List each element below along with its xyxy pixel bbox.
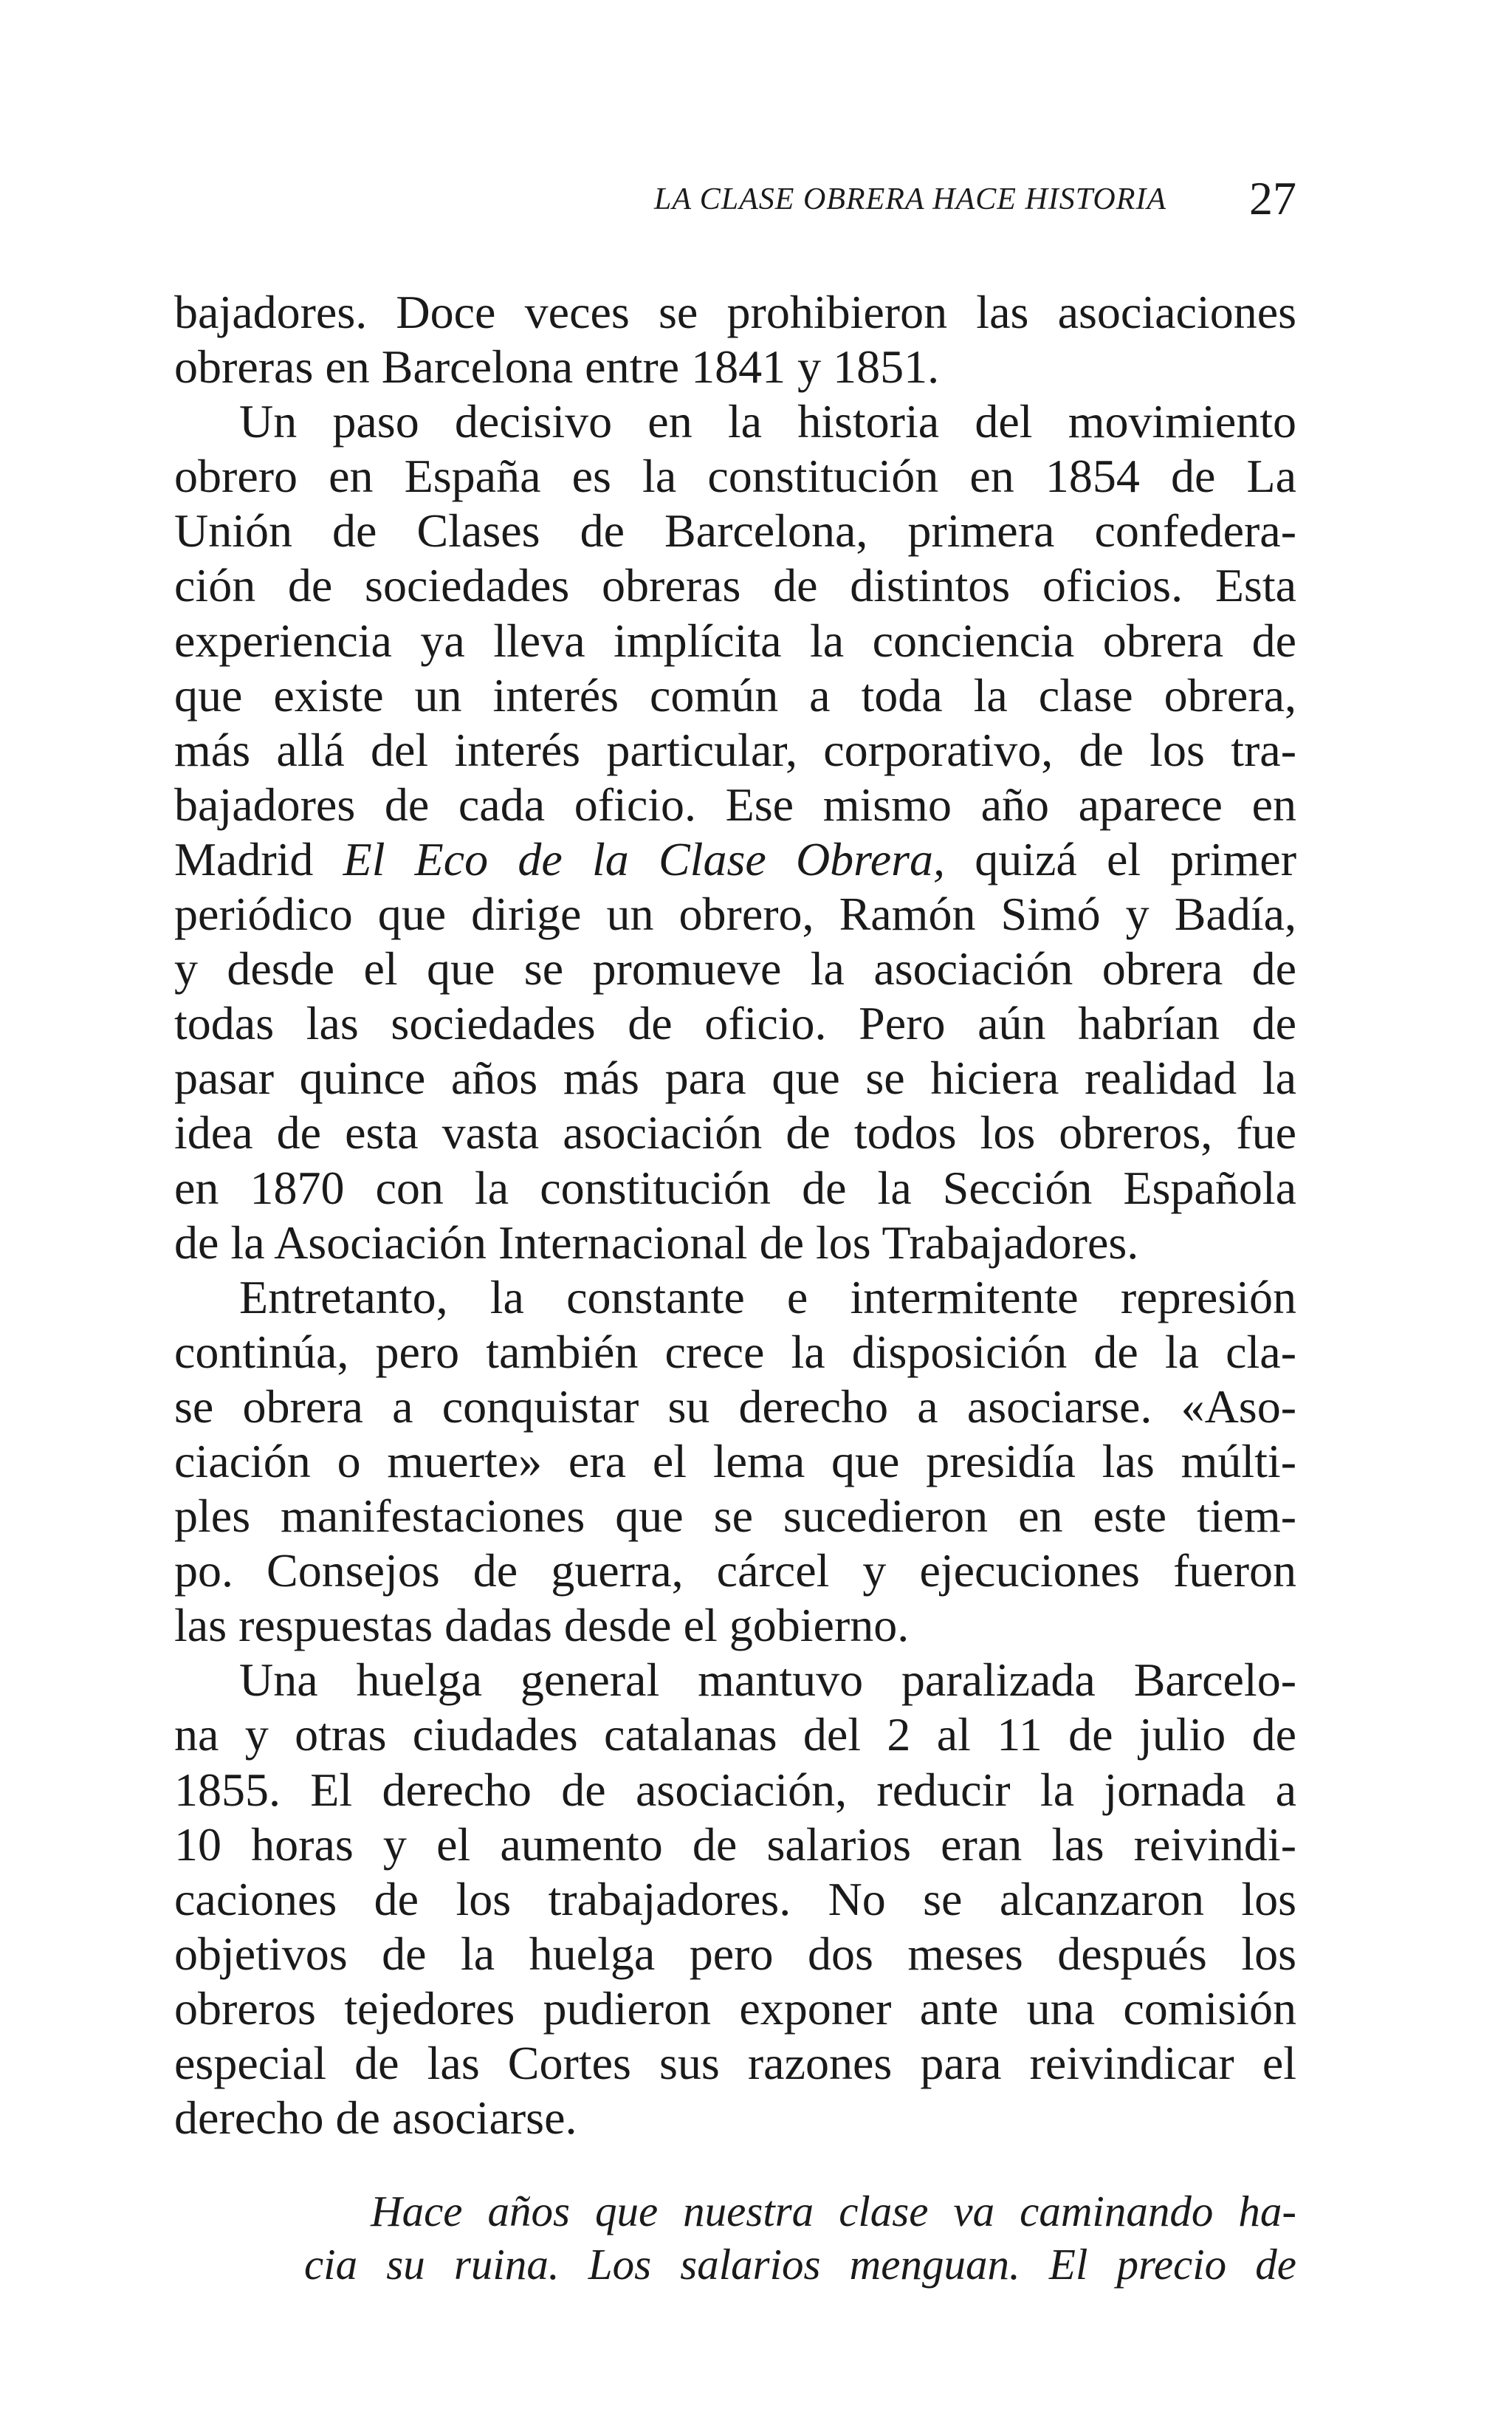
page-number: 27	[1249, 172, 1296, 225]
paragraph-first-line: Entretanto, la constante e intermitente represión	[239, 1270, 1296, 1323]
text-line: 10 horas y el aumento de salarios eran las reivindi-	[174, 1817, 1296, 1871]
quote-line: Hace años que nuestra clase va caminando ha-	[371, 2187, 1296, 2235]
text-line: 1855. El derecho de asociación, reducir la jornada a	[174, 1763, 1296, 1816]
text-line: obrero en España es la constitución en 1854 de La	[174, 450, 1296, 503]
text-line: obreras en Barcelona entre 1841 y 1851.	[174, 340, 940, 394]
text-line: que existe un interés común a toda la clase obrera,	[174, 668, 1296, 722]
text-line: idea de esta vasta asociación de todos los obreros, fue	[174, 1106, 1296, 1159]
text-line: especial de las Cortes sus razones para reivindicar el	[174, 2037, 1296, 2089]
text-line: obreros tejedores pudieron exponer ante una comisión	[174, 1981, 1296, 2035]
body-text	[174, 285, 1296, 2145]
text-run: quizá el primer	[945, 832, 1297, 885]
text-run: Madrid	[174, 832, 343, 885]
text-line: na y otras ciudades catalanas del 2 al 11 de julio de	[174, 1708, 1296, 1761]
text-line: caciones de los trabajadores. No se alcanzaron los	[174, 1872, 1296, 1925]
text-line: más allá del interés particular, corporativo, de los tra-	[174, 723, 1296, 776]
newspaper-title: El Eco de la Clase Obrera,	[343, 832, 946, 885]
text-line: de la Asociación Internacional de los Trabajadores.	[174, 1216, 1139, 1269]
text-line: po. Consejos de guerra, cárcel y ejecuciones fueron	[174, 1544, 1296, 1597]
text-line: se obrera a conquistar su derecho a asociarse. «Aso-	[174, 1380, 1296, 1433]
text-line: experiencia ya lleva implícita la conciencia obrera de	[174, 614, 1296, 667]
text-line: bajadores. Doce veces se prohibieron las asociaciones	[174, 286, 1296, 338]
text-line: ción de sociedades obreras de distintos oficios. Esta	[174, 559, 1296, 612]
text-line: y desde el que se promueve la asociación obrera de	[174, 942, 1296, 996]
paragraph-first-line: Una huelga general mantuvo paralizada Barcelo-	[239, 1654, 1296, 1707]
text-line: ciación o muerte» era el lema que presidía las múlti-	[174, 1434, 1296, 1487]
paragraph-first-line: Un paso decisivo en la historia del movimiento	[239, 395, 1296, 448]
text-line: Unión de Clases de Barcelona, primera confedera-	[174, 504, 1296, 558]
text-line: todas las sociedades de oficio. Pero aún habrían de	[174, 997, 1296, 1050]
text-line-with-title	[174, 832, 1296, 887]
text-line: continúa, pero también crece la disposición de la cla-	[174, 1325, 1296, 1378]
text-line: ples manifestaciones que se sucedieron en este tiem-	[174, 1490, 1296, 1543]
text-line: periódico que dirige un obrero, Ramón Simó y Badía,	[174, 888, 1296, 941]
text-line: las respuestas dadas desde el gobierno.	[174, 1599, 910, 1652]
running-title: LA CLASE OBRERA HACE HISTORIA	[654, 182, 1166, 216]
text-line: en 1870 con la constitución de la Sección Española	[174, 1161, 1296, 1214]
text-line: objetivos de la huelga pero dos meses después los	[174, 1927, 1296, 1980]
block-quote	[304, 2184, 1296, 2291]
text-line: bajadores de cada oficio. Ese mismo año aparece en	[174, 778, 1296, 831]
text-line: derecho de asociarse.	[174, 2091, 577, 2145]
text-line: pasar quince años más para que se hiciera realidad la	[174, 1052, 1296, 1105]
running-head	[174, 171, 1296, 230]
quote-line: cia su ruina. Los salarios menguan. El precio de	[304, 2240, 1296, 2289]
